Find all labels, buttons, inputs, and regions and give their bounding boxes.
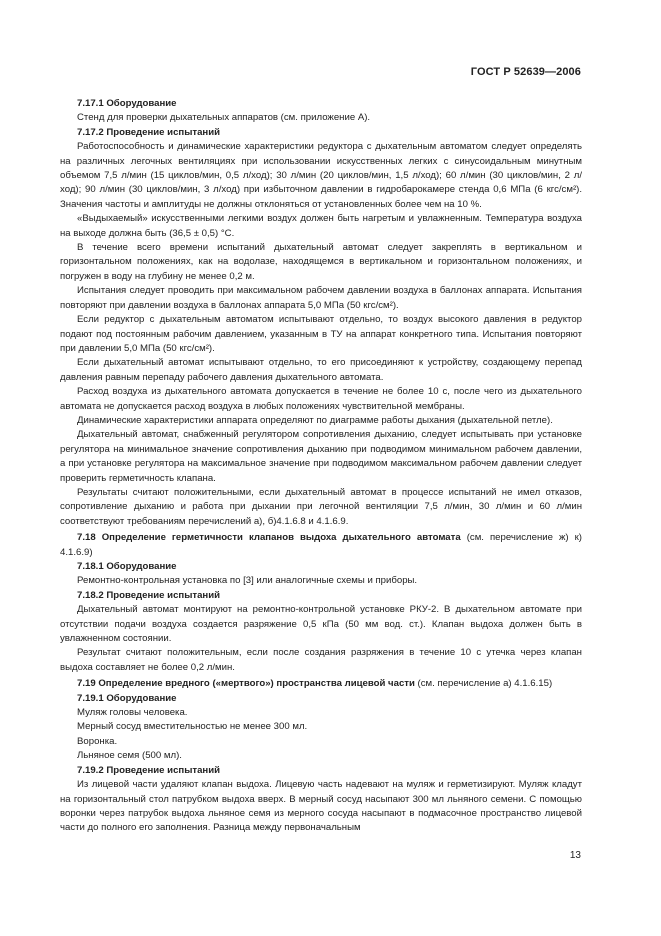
paragraph: Расход воздуха из дыхательного автомата допускается в течение не более 10 с, после чего из дыхательного автомата не допускается расход воздуха в любых положениях чувствительной мембраны.: [60, 386, 582, 412]
section-heading: 7.18.2 Проведение испытаний: [77, 589, 221, 601]
paragraph: Ремонтно-контрольная установка по [3] или аналогичные схемы и приборы.: [77, 575, 418, 587]
paragraph: Мерный сосуд вместительностью не менее 300 мл.: [77, 721, 308, 733]
paragraph: Стенд для проверки дыхательных аппаратов (см. приложение А).: [77, 112, 371, 124]
section-heading: 7.17.1 Оборудование: [77, 98, 177, 109]
section-heading: 7.18 Определение герметичности клапанов выдоха дыхательного автомата: [77, 532, 461, 544]
paragraph: Результаты считают положительными, если дыхательный автомат в процессе испытаний не имел отказов, сопротивление дыханию и работа при дыхании при легочной вентиляции 7,5 л/мин, 30 л/мин и 60 л/мин соответствуют требованиям перечислений а), б)4.1.6.8 и 4.1.6.9.: [60, 486, 582, 527]
paragraph: Работоспособность и динамические характеристики редуктора с дыхательным автоматом следует определять на различных легочных вентиляциях при использовании искусственных легких с синусоидальным минутным объемом 7,5 л/мин (15 циклов/мин, 0,5 л/ход); 30 л/мин (20 циклов/мин, 1,5 л/ход); 60 л/мин (30 циклов/мин, 2 л/ход); 90 л/мин (30 циклов/мин, 3 л/ход) при избыточном давлении в гидробарокамере стенда 0,6 МПа (6 кгс/см²). Значения частоты и амплитуды не должны отклоняться от установленных более чем на 10 %.: [60, 141, 582, 210]
section-heading: 7.19.2 Проведение испытаний: [77, 764, 221, 776]
paragraph: «Выдыхаемый» искусственными легкими воздух должен быть нагретым и увлажненным. Температура воздуха на выходе должна быть (36,5 ± 0,5) °С.: [60, 213, 582, 239]
section-heading-reference: (см. перечисление ж) к) 4.1.6.9): [60, 532, 582, 558]
paragraph: Динамические характеристики аппарата определяют по диаграмме работы дыхания (дыхательной петле).: [77, 414, 553, 426]
paragraph: [60, 531, 582, 560]
document-code: ГОСТ Р 52639—2006: [470, 66, 581, 78]
page-number: 13: [569, 850, 581, 861]
paragraph: Воронка.: [77, 735, 118, 747]
paragraph: Муляж головы человека.: [77, 707, 188, 719]
paragraph: Если редуктор с дыхательным автоматом испытывают отдельно, то воздух высокого давления в редуктор подают под постоянным рабочим давлением, указанным в ТУ на аппарат конкретного типа. Испытания повторяют при давлении 5,0 МПа (50 кгс/см²).: [60, 314, 582, 354]
paragraph: Дыхательный автомат, снабженный регулятором сопротивления дыханию, следует испытывать при установке регулятора на минимальное значение сопротивления дыханию при подводимом минимальном рабочем давлении, а при установке регулятора на максимальное значение при подводимом максимальном рабочем давлении следует проверить герметичность клапана.: [60, 429, 582, 484]
paragraph: Льняное семя (500 мл).: [77, 750, 182, 762]
paragraph: В течение всего времени испытаний дыхательный автомат следует закреплять в вертикальном и горизонтальном положениях, как на водолазе, находящемся в вертикальном и горизонтальном положениях, и погружен в воду на глубину не менее 0,2 м.: [60, 242, 582, 282]
paragraph: Из лицевой части удаляют клапан выдоха. Лицевую часть надевают на муляж и герметизируют. Муляж кладут на горизонтальный стол патрубком выдоха вверх. В мерный сосуд насыпают 300 мл льняного семени. С помощью воронки через патрубок выдоха льняное семя из мерного сосуда насыпают в подмасочное пространство лицевой части до полного его заполнения. Разница между первоначальным: [60, 779, 582, 834]
section-heading: 7.19 Определение вредного («мертвого») пространства лицевой части: [77, 678, 415, 690]
section-heading: 7.19.1 Оборудование: [77, 692, 177, 704]
section-heading: 7.17.2 Проведение испытаний: [77, 126, 221, 138]
paragraph: Испытания следует проводить при максимальном рабочем давлении воздуха в баллонах аппарата. Испытания повторяют при давлении воздуха в баллонах аппарата 5,0 МПа (50 кгс/см²).: [60, 285, 582, 311]
paragraph: Если дыхательный автомат испытывают отдельно, то его присоединяют к устройству, создающему перепад давления равным перепаду рабочего давления дыхательного автомата.: [60, 357, 582, 383]
paragraph: Дыхательный автомат монтируют на ремонтно-контрольной установке РКУ-2. В дыхательном автомате при отсутствии подачи воздуха создается разряжение 0,5 кПа (50 мм вод. ст.). Клапан выдоха должен быть в увлажненном состоянии.: [60, 604, 582, 645]
paragraph: [60, 677, 582, 691]
section-heading: 7.18.1 Оборудование: [77, 561, 177, 572]
paragraph: Результат считают положительным, если после создания разряжения в течение 10 с утечка через клапан выдоха составляет не более 0,2 л/мин.: [60, 647, 582, 673]
document-body: [60, 97, 582, 836]
section-heading-reference: (см. перечисление а) 4.1.6.15): [414, 678, 553, 690]
